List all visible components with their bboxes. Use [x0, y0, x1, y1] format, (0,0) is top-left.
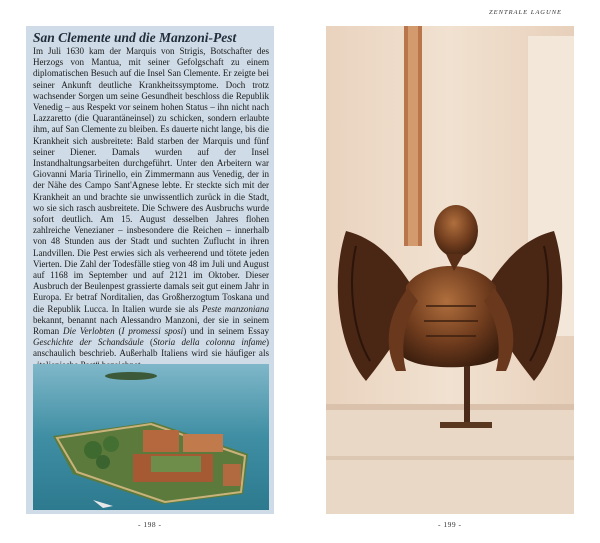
sidebar-body-text: [33, 46, 269, 371]
body-text-run: (: [114, 326, 122, 337]
body-text-run: ) und in seinem Essay: [183, 326, 269, 337]
running-header: ZENTRALE LAGUNE: [489, 9, 562, 16]
body-text-run: Im Juli 1630 kam der Marquis von Strigis, Botschafter des Herzogs von Mantua, mit seiner Gefolgschaft zu einem diplomatischen Besuch auf die Insel San Clemente. Er zeigte bei seiner Ankunft deutliche Krankheitssymptome. Doch trotz wachsender Sorgen um seine Gesundheit beschloss die Republik Venedig – aus Respekt vor seinem hohen Status – ihn nicht nach Lazzaretto (die Quarantäneinsel) zu schicken, sondern erlaubte ihm, auf San Clemente zu bleiben. Es dauerte nicht lange, bis die Krankheit sich ausbreitete: Bald starben der Marquis und fünf seiner Diener. Damals wurden auf der Insel Instandhaltungsarbeiten durchgeführt. Unter den Arbeitern war Giovanni Maria Tirinello, ein Zimmermann aus Venedig, der in der Nähe des Campo Sant'Agnese lebte. Er steckte sich mit der Krankheit an und brachte sie unwissentlich zurück in die Stadt, wo sie sich rasch ausbreitete. Die Schwere des Ausbruchs wurde sofort deutlich. Am 15. August desselben Jahres flohen zahlreiche Venezianer – insbesondere die Reichen – innerhalb von 48 Stunden aus der Stadt und suchten Zuflucht in ihren Landvillen. Die Pest erwies sich als verheerend und tötete jeden Vierten. Die Zahl der Todesfälle stieg von 48 im Juli und August auf 1168 im September und auf 2121 im Oktober. Dieser Ausbruch der Beulenpest grassierte damals seit gut einem Jahr in Europa. Er betraf Norditalien, das Großherzogtum Toskana und die Republik Lucca. In Italien wurde sie als: [33, 46, 269, 314]
body-text-run: ) anschaulich beschrieb. Außerhalb Italiens wird sie häufiger als: [33, 337, 270, 359]
winged-statue-illustration: [326, 26, 574, 514]
page-number-right: - 199 -: [438, 520, 462, 529]
italic-title-run: Peste manzoniana: [201, 303, 269, 314]
italic-title-run: I promessi sposi: [121, 326, 184, 337]
sidebar-title: San Clemente und die Manzoni-Pest: [33, 30, 237, 45]
aerial-island-photo: [33, 364, 269, 510]
right-page: [300, 0, 600, 543]
italic-title-run: Storia della colonna infame: [153, 337, 266, 348]
aerial-island-illustration: [33, 364, 269, 510]
page-number-left: - 198 -: [138, 520, 162, 529]
body-text-run: bekannt, benannt nach Alessandro Manzoni, der sie in seinem Roman: [33, 314, 269, 337]
italic-title-run: Geschichte der Schandsäule: [33, 337, 144, 348]
body-text-run: (: [143, 337, 154, 348]
winged-statue-photo: [326, 26, 574, 514]
italic-title-run: Die Verlobten: [63, 326, 115, 337]
